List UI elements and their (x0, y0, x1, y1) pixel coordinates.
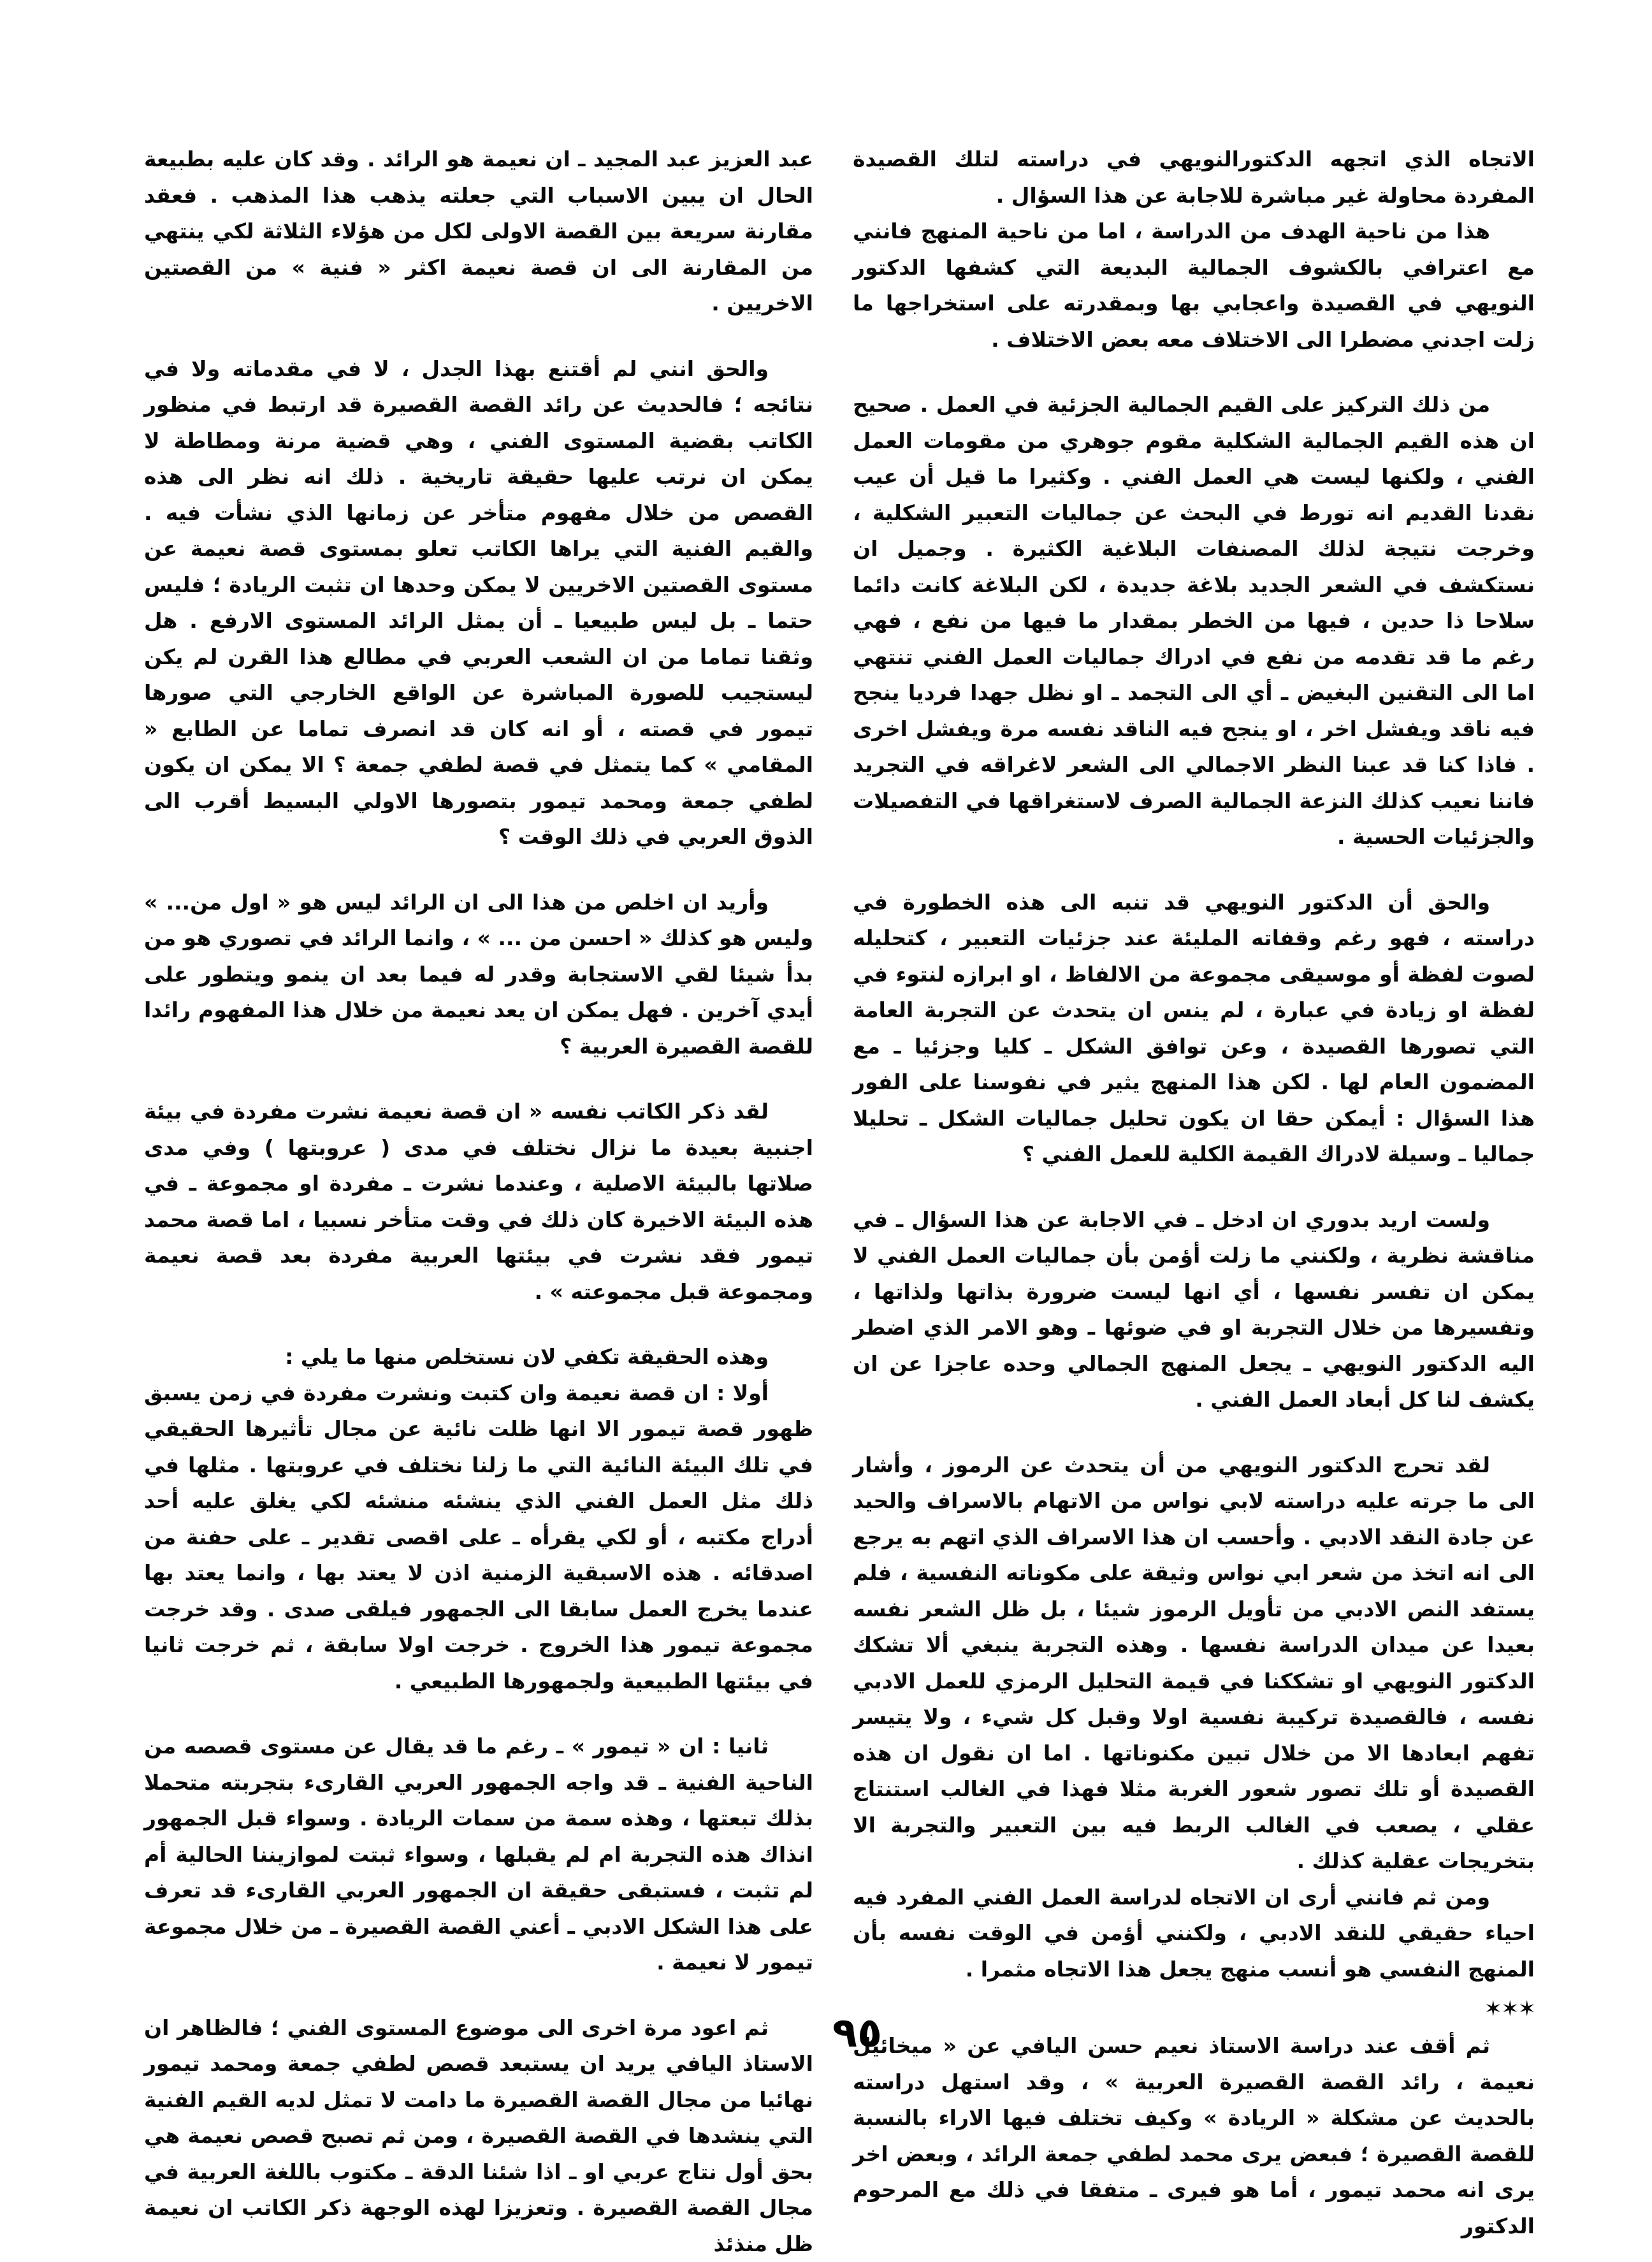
paragraph: ومن ثم فانني أرى ان الاتجاه لدراسة العمل الفني المفرد فيه احياء حقيقي للنقد الادبي ، ولكنني أؤمن في الوقت نفسه بأن المنهج النفسي هو أنسب منهج يجعل هذا الاتجاه مثمرا . (853, 1880, 1535, 1988)
paragraph: الاتجاه الذي اتجهه الدكتورالنويهي في دراسته لتلك القصيدة المفردة محاولة غير مباشرة للاجابة عن هذا السؤال . (853, 141, 1535, 214)
page-number: ٩٥ (822, 2008, 892, 2059)
paragraph: والحق أن الدكتور النويهي قد تنبه الى هذه الخطورة في دراسته ، فهو رغم وقفاته المليئة عند جزئيات التعبير ، كتحليله لصوت لفظة أو موسيقى مجموعة من الالفاظ ، او ابرازه لنتوء في لفظة او زيادة في عبارة ، لم ينس ان يتحدث عن التجربة العامة التي تصورها القصيدة ، وعن توافق الشكل ـ كليا وجزئيا ـ مع المضمون العام لها . لكن هذا المنهج يثير في نفوسنا على الفور هذا السؤال : أيمكن حقا ان يكون تحليل جماليات الشكل ـ تحليلا جماليا ـ وسيلة لادراك القيمة الكلية للعمل الفني ؟ (853, 885, 1535, 1173)
paragraph: لقد ذكر الكاتب نفسه « ان قصة نعيمة نشرت مفردة في بيئة اجنبية بعيدة ما نزال نختلف في مدى ( عروبتها ) وفي مدى صلاتها بالبيئة الاصلية ، وعندما نشرت ـ مفردة او مجموعة ـ في هذه البيئة الاخيرة كان ذلك في وقت متأخر نسبيا ، اما قصة محمد تيمور فقد نشرت في بيئتها العربية مفردة بعد قصة نعيمة ومجموعة قبل مجموعته » . (144, 1094, 813, 1310)
paragraph: عبد العزيز عبد المجيد ـ ان نعيمة هو الرائد . وقد كان عليه بطبيعة الحال ان يبين الاسباب التي جعلته يذهب هذا المذهب . فعقد مقارنة سريعة بين القصة الاولى لكل من هؤلاء الثلاثة لكي ينتهي من المقارنة الى ان قصة نعيمة اكثر « فنية » من القصتين الاخريين . (144, 141, 813, 322)
paragraph: من ذلك التركيز على القيم الجمالية الجزئية في العمل . صحيح ان هذه القيم الجمالية الشكلية مقوم جوهري من مقومات العمل الفني ، ولكنها ليست هي العمل الفني . وكثيرا ما قيل أن عيب نقدنا القديم انه تورط في البحث عن جماليات التعبير الشكلية ، وخرجت نتيجة لذلك المصنفات البلاغية الكثيرة . وجميل ان نستكشف في الشعر الجديد بلاغة جديدة ، لكن البلاغة كانت دائما سلاحا ذا حدين ، فيها من الخطر بمقدار ما فيها من نفع ، فهي رغم ما قد تقدمه من نفع في ادراك جماليات العمل الفني تنتهي اما الى التقنين البغيض ـ أي الى التجمد ـ او نظل جهدا فرديا ينجح فيه ناقد ويفشل اخر ، او ينجح فيه الناقد نفسه مرة ويفشل اخرى . فاذا كنا قد عبنا النظر الاجمالي الى الشعر لاغراقه في التجريد فاننا نعيب كذلك النزعة الجمالية الصرف لاستغراقها في التفصيلات والجزئيات الحسية . (853, 387, 1535, 855)
paragraph: ولست اريد بدوري ان ادخل ـ في الاجابة عن هذا السؤال ـ في مناقشة نظرية ، ولكنني ما زلت أؤمن بأن جماليات العمل الفني لا يمكن ان تفسر نفسها ، أي انها ليست ضرورة بذاتها ولذاتها ، وتفسيرها من خلال التجربة او في ضوئها ـ وهو الامر الذي اضطر اليه الدكتور النويهي ـ يجعل المنهج الجمالي وحده عاجزا عن ان يكشف لنا كل أبعاد العمل الفني . (853, 1202, 1535, 1418)
paragraph: وهذه الحقيقة تكفي لان نستخلص منها ما يلي : (144, 1339, 813, 1375)
right-column (853, 141, 1535, 2244)
paragraph: ثم أقف عند دراسة الاستاذ نعيم حسن اليافي عن « ميخائيل نعيمة ، رائد القصة القصيرة العربية » ، وقد استهل دراسته بالحديث عن مشكلة « الريادة » وكيف تختلف فيها الاراء بالنسبة للقصة القصيرة ؛ فبعض يرى محمد لطفي جمعة الرائد ، وبعض اخر يرى انه محمد تيمور ، أما هو فيرى ـ متفقا في ذلك مع المرحوم الدكتور (853, 2028, 1535, 2244)
paragraph: وأريد ان اخلص من هذا الى ان الرائد ليس هو « اول من... » وليس هو كذلك « احسن من ... » ، وانما الرائد في تصوري هو من بدأ شيئا لقي الاستجابة وقدر له فيما بعد ان ينمو ويتطور على أيدي آخرين . فهل يمكن ان يعد نعيمة من خلال هذا المفهوم رائدا للقصة القصيرة العربية ؟ (144, 885, 813, 1065)
paragraph: هذا من ناحية الهدف من الدراسة ، اما من ناحية المنهج فانني مع اعترافي بالكشوف الجمالية البديعة التي كشفها الدكتور النويهي في القصيدة واعجابي بها وبمقدرته على استخراجها ما زلت اجدني مضطرا الى الاختلاف معه بعض الاختلاف . (853, 214, 1535, 358)
paragraph: والحق انني لم أقتنع بهذا الجدل ، لا في مقدماته ولا في نتائجه ؛ فالحديث عن رائد القصة القصيرة قد ارتبط في منظور الكاتب بقضية المستوى الفني ، وهي قضية مرنة ومطاطة لا يمكن ان نرتب عليها حقيقة تاريخية . ذلك انه نظر الى هذه القصص من خلال مفهوم متأخر عن زمانها الذي نشأت فيه . والقيم الفنية التي يراها الكاتب تعلو بمستوى قصة نعيمة عن مستوى القصتين الاخريين لا يمكن وحدها ان تثبت الريادة ؛ فليس حتما ـ بل ليس طبيعيا ـ أن يمثل الرائد المستوى الارفع . هل وثقنا تماما من ان الشعب العربي في مطالع هذا القرن لم يكن ليستجيب للصورة المباشرة عن الواقع الخارجي التي صورها تيمور في قصته ، أو انه كان قد انصرف تماما عن الطابع « المقامي » كما يتمثل في قصة لطفي جمعة ؟ الا يمكن ان يكون لطفي جمعة ومحمد تيمور بتصورها الاولي البسيط أقرب الى الذوق العربي في ذلك الوقت ؟ (144, 351, 813, 855)
left-column (144, 141, 813, 2262)
list-item-second: ثانيا : ان « تيمور » ـ رغم ما قد يقال عن مستوى قصصه من الناحية الفنية ـ قد واجه الجمهور العربي القارىء بتجربته متحملا بذلك تبعتها ، وهذه سمة من سمات الريادة . وسواء قبل الجمهور انذاك هذه التجربة ام لم يقبلها ، وسواء ثبتت لموازيننا الحالية أم لم تثبت ، فستبقى حقيقة ان الجمهور العربي القارىء قد تعرف على هذا الشكل الادبي ـ أعني القصة القصيرة ـ من خلال مجموعة تيمور لا نعيمة . (144, 1729, 813, 1981)
section-separator-stars: ✶✶✶ (853, 1995, 1535, 2023)
paragraph: ثم اعود مرة اخرى الى موضوع المستوى الفني ؛ فالظاهر ان الاستاذ اليافي يريد ان يستبعد قصص لطفي جمعة ومحمد تيمور نهائيا من مجال القصة القصيرة ما دامت لا تمثل لديه القيم الفنية التي ينشدها في القصة القصيرة ، ومن ثم تصبح قصص نعيمة هي بحق أول نتاج عربي او ـ اذا شئنا الدقة ـ مكتوب باللغة العربية في مجال القصة القصيرة . وتعزيزا لهذه الوجهة ذكر الكاتب ان نعيمة ظل منذئذ (144, 2010, 813, 2262)
paragraph: لقد تحرج الدكتور النويهي من أن يتحدث عن الرموز ، وأشار الى ما جرته عليه دراسته لابي نواس من الاتهام بالاسراف والحيد عن جادة النقد الادبي . وأحسب ان هذا الاسراف الذي اتهم به يرجع الى انه اتخذ من شعر ابي نواس وثيقة على مكوناته النفسية ، فلم يستفد النص الادبي من تأويل الرموز شيئا ، بل ظل الشعر نفسه بعيدا عن ميدان الدراسة نفسها . وهذه التجربة ينبغي ألا تشكك الدكتور النويهي او تشككنا في قيمة التحليل الرمزي للعمل الادبي نفسه ، فالقصيدة تركيبة نفسية اولا وقبل كل شيء ، ولا يتيسر تفهم ابعادها الا من خلال تبين مكنوناتها . اما ان نقول ان هذه القصيدة أو تلك تصور شعور الغربة مثلا فهذا في الغالب استنتاج عقلي ، يصعب في الغالب الربط فيه بين التعبير والتجربة الا بتخريجات عقلية كذلك . (853, 1447, 1535, 1880)
list-item-first: أولا : ان قصة نعيمة وان كتبت ونشرت مفردة في زمن يسبق ظهور قصة تيمور الا انها ظلت نائية عن مجال تأثيرها الحقيقي في تلك البيئة النائية التي ما زلنا نختلف في عروبتها . مثلها في ذلك مثل العمل الفني الذي ينشئه منشئه لكي يغلق عليه أحد أدراج مكتبه ، أو لكي يقرأه ـ على اقصى تقدير ـ على حفنة من اصدقائه . هذه الاسبقية الزمنية اذن لا يعتد بها ، وانما يعتد بها عندما يخرج العمل سابقا الى الجمهور فيلقى صدى . وقد خرجت مجموعة تيمور هذا الخروج . خرجت اولا سابقة ، ثم خرجت ثانيا في بيئتها الطبيعية ولجمهورها الطبيعي . (144, 1375, 813, 1700)
